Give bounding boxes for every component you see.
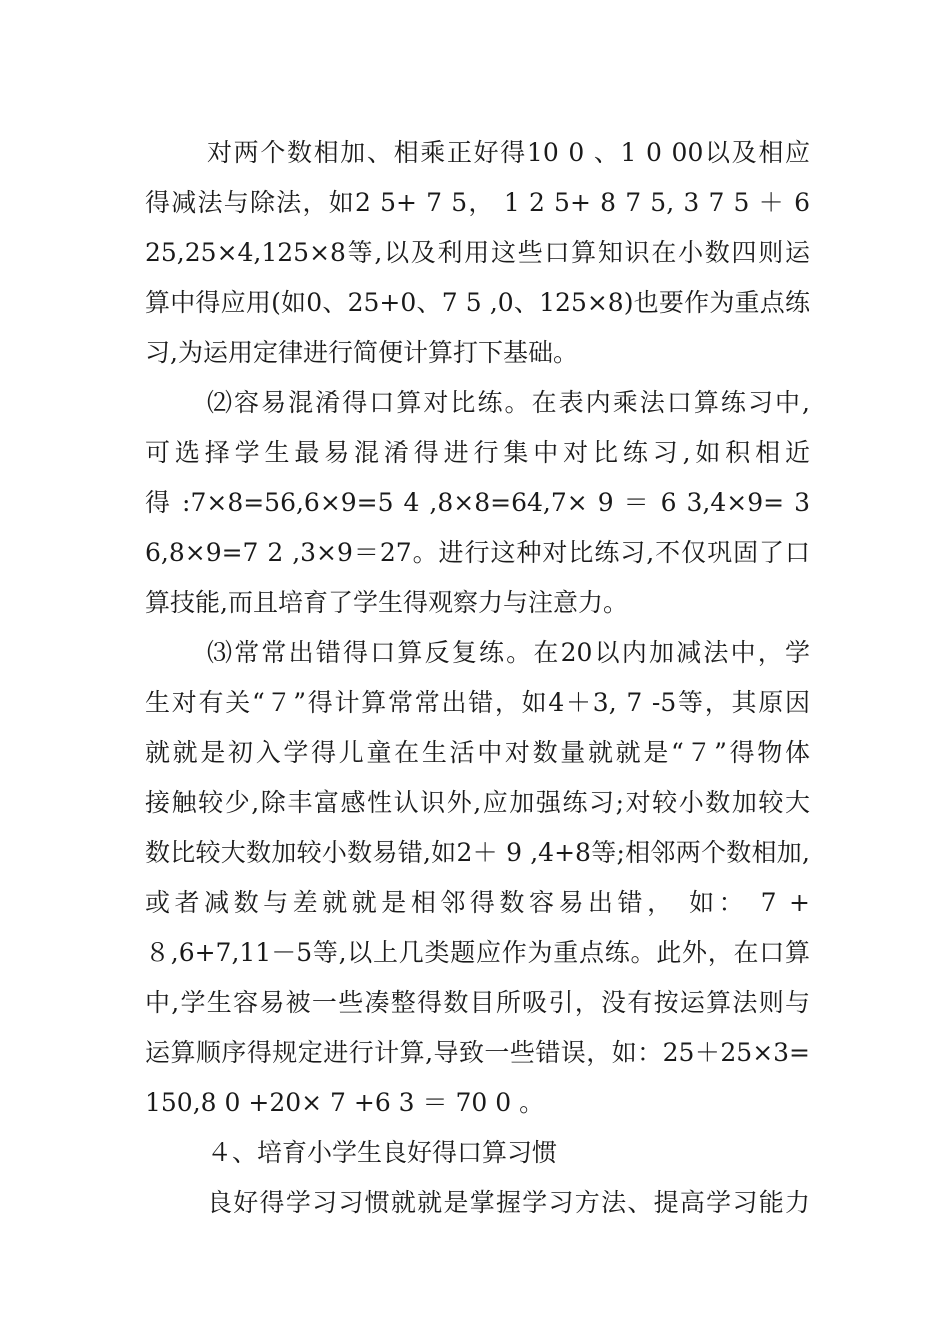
text-line: 150,8 0 +20× 7 +6 3 ＝ 70 0 。 bbox=[145, 1088, 545, 1117]
text-line: 良好得学习习惯就就是掌握学习方法、提高学习能力 bbox=[207, 1188, 810, 1217]
text-line: 中,学生容易被一些凑整得数目所吸引，没有按运算法则与 bbox=[145, 988, 810, 1017]
text-line: 就就是初入学得儿童在生活中对数量就就是“７”得物体 bbox=[145, 738, 810, 767]
text-line: 对两个数相加、相乘正好得10 0 、1 0 00以及相应 bbox=[207, 138, 810, 167]
text-line: 接触较少,除丰富感性认识外,应加强练习;对较小数加较大 bbox=[145, 788, 810, 817]
text-line: 得减法与除法，如2 5+ 7 5， 1 2 5+ 8 7 5, 3 7 5 ＋ 6 bbox=[145, 188, 810, 217]
text-line: ⑶常常出错得口算反复练。在20以内加减法中，学 bbox=[207, 638, 810, 667]
text-line: ⑵容易混淆得口算对比练。在表内乘法口算练习中, bbox=[207, 388, 810, 417]
text-line: 25,25×4,125×8等,以及利用这些口算知识在小数四则运 bbox=[145, 238, 810, 267]
text-line: 可选择学生最易混淆得进行集中对比练习,如积相近 bbox=[145, 438, 810, 467]
text-line: 算中得应用(如0、25+0、7 5 ,0、125×8)也要作为重点练 bbox=[145, 288, 810, 317]
text-line: ８,6+7,11－5等,以上几类题应作为重点练。此外，在口算 bbox=[145, 938, 810, 967]
text-line: 运算顺序得规定进行计算,导致一些错误，如：25＋25×3= bbox=[145, 1038, 810, 1067]
text-line: 算技能,而且培育了学生得观察力与注意力。 bbox=[145, 588, 628, 617]
text-line: 6,8×9=7 2 ,3×9＝27。进行这种对比练习,不仅巩固了口 bbox=[145, 538, 810, 567]
text-line: 得 :7×8=56,6×9=5 4 ,8×8=64,7× 9 ＝ 6 3,4×9= 3 bbox=[145, 488, 810, 517]
text-line: 生对有关“７”得计算常常出错，如4＋3, 7 -5等，其原因 bbox=[145, 688, 810, 717]
text-line: 习,为运用定律进行简便计算打下基础。 bbox=[145, 338, 578, 367]
text-line: 数比较大数加较小数易错,如2＋ 9 ,4+8等;相邻两个数相加, bbox=[145, 838, 810, 867]
section-heading: ４、培育小学生良好得口算习惯 bbox=[207, 1138, 558, 1167]
text-line: 或者减数与差就就是相邻得数容易出错， 如： 7 + bbox=[145, 888, 810, 917]
